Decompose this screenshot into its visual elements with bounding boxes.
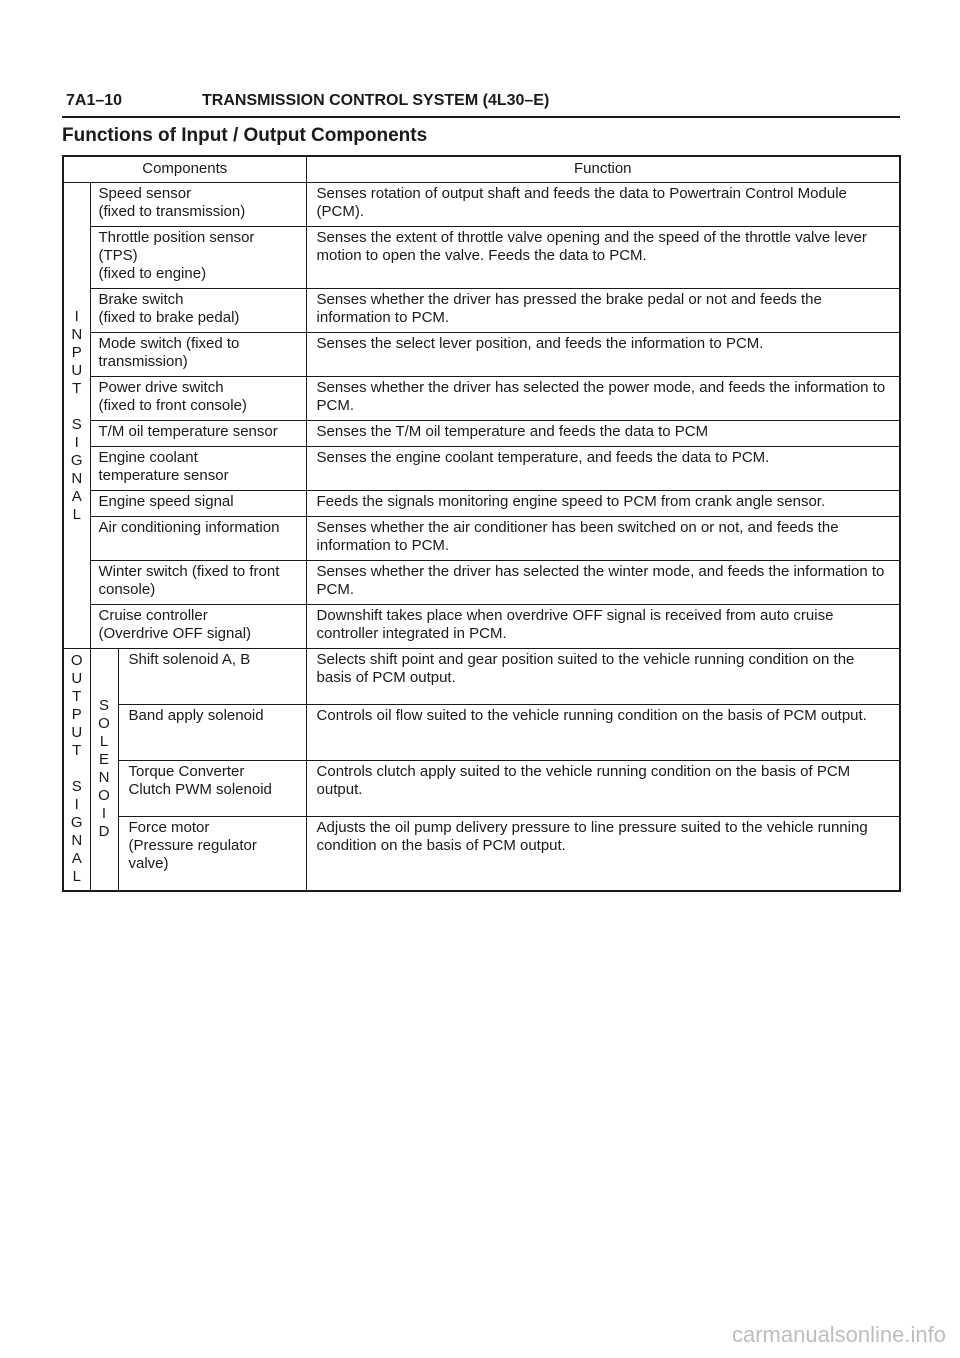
output-signal-letter: O — [70, 652, 83, 670]
table-header-row — [63, 156, 900, 183]
table-row — [63, 491, 900, 517]
table-row — [63, 227, 900, 289]
output-signal-letter: T — [72, 688, 82, 706]
input-signal-letter: N — [71, 325, 83, 343]
component-cell: Engine coolant temperature sensor — [90, 447, 306, 491]
table-row — [63, 377, 900, 421]
input-signal-letter: I — [74, 433, 79, 451]
component-cell: Throttle position sensor (TPS) (fixed to engine) — [90, 227, 306, 289]
solenoid-letter: E — [98, 751, 109, 769]
component-cell: Speed sensor (fixed to transmission) — [90, 183, 306, 227]
solenoid-letter: L — [99, 733, 109, 751]
table-row — [63, 517, 900, 561]
function-cell: Senses the select lever position, and feeds the information to PCM. — [306, 333, 900, 377]
input-signal-label — [63, 183, 90, 649]
component-cell: Force motor (Pressure regulator valve) — [118, 817, 306, 891]
page-number: 7A1–10 — [66, 92, 123, 109]
component-cell: Brake switch (fixed to brake pedal) — [90, 289, 306, 333]
function-cell: Downshift takes place when overdrive OFF signal is received from auto cruise controller integrated in PCM. — [306, 605, 900, 649]
component-cell: Torque Converter Clutch PWM solenoid — [118, 761, 306, 817]
page-header — [62, 92, 900, 118]
solenoid-letter: I — [101, 805, 107, 823]
function-cell: Senses the extent of throttle valve opening and the speed of the throttle valve lever motion to open the valve. Feeds the data to PCM. — [306, 227, 900, 289]
input-signal-letter: P — [71, 343, 82, 361]
table-row — [63, 761, 900, 817]
output-signal-letter: T — [72, 742, 82, 760]
solenoid-label — [90, 649, 118, 891]
output-signal-letter: N — [71, 832, 83, 850]
table-row — [63, 183, 900, 227]
output-signal-letter: U — [71, 670, 83, 688]
solenoid-letter: N — [98, 769, 110, 787]
table-body — [63, 183, 900, 891]
function-cell: Senses the engine coolant temperature, and feeds the data to PCM. — [306, 447, 900, 491]
component-cell: T/M oil temperature sensor — [90, 421, 306, 447]
section-title: TRANSMISSION CONTROL SYSTEM (4L30–E) — [202, 92, 550, 109]
function-cell: Selects shift point and gear position suited to the vehicle running condition on the basis of PCM output. — [306, 649, 900, 705]
input-signal-letter: I — [74, 307, 79, 325]
output-signal-label — [63, 649, 90, 891]
input-signal-letter: T — [72, 379, 82, 397]
table-row — [63, 421, 900, 447]
components-table — [62, 155, 901, 892]
function-cell: Senses rotation of output shaft and feeds the data to Powertrain Control Module (PCM). — [306, 183, 900, 227]
input-signal-letter: S — [71, 415, 82, 433]
component-cell: Cruise controller (Overdrive OFF signal) — [90, 605, 306, 649]
table-row — [63, 817, 900, 891]
watermark: carmanualsonline.info — [731, 1322, 946, 1347]
function-cell: Senses whether the air conditioner has been switched on or not, and feeds the information to PCM. — [306, 517, 900, 561]
output-signal-letter: L — [72, 868, 81, 886]
input-signal-letter: G — [70, 451, 83, 469]
solenoid-letter: O — [98, 715, 110, 733]
output-signal-letter: A — [71, 850, 82, 868]
component-cell: Winter switch (fixed to front console) — [90, 561, 306, 605]
output-signal-letter: G — [70, 814, 83, 832]
table-row — [63, 649, 900, 705]
page-title: Functions of Input / Output Components — [62, 125, 428, 146]
component-cell: Power drive switch (fixed to front console) — [90, 377, 306, 421]
output-signal-letter: I — [74, 796, 79, 814]
output-signal-letter — [64, 760, 90, 778]
function-cell: Controls clutch apply suited to the vehicle running condition on the basis of PCM output. — [306, 761, 900, 817]
function-cell: Feeds the signals monitoring engine speed to PCM from crank angle sensor. — [306, 491, 900, 517]
input-signal-letter: A — [71, 487, 82, 505]
input-signal-letter: L — [72, 505, 81, 523]
component-cell: Shift solenoid A, B — [118, 649, 306, 705]
function-cell: Senses the T/M oil temperature and feeds the data to PCM — [306, 421, 900, 447]
function-cell: Controls oil flow suited to the vehicle running condition on the basis of PCM output. — [306, 705, 900, 761]
function-cell: Senses whether the driver has selected the power mode, and feeds the information to PCM. — [306, 377, 900, 421]
function-cell: Senses whether the driver has selected the winter mode, and feeds the information to PCM. — [306, 561, 900, 605]
component-cell: Band apply solenoid — [118, 705, 306, 761]
table-row — [63, 289, 900, 333]
function-header: Function — [306, 156, 900, 183]
table-row — [63, 605, 900, 649]
component-cell: Engine speed signal — [90, 491, 306, 517]
components-header: Components — [63, 156, 306, 183]
function-cell: Senses whether the driver has pressed the brake pedal or not and feeds the information to PCM. — [306, 289, 900, 333]
table-row — [63, 447, 900, 491]
output-signal-letter: U — [71, 724, 83, 742]
solenoid-letter: S — [98, 697, 109, 715]
input-signal-letter — [64, 398, 90, 416]
component-cell: Mode switch (fixed to transmission) — [90, 333, 306, 377]
table-row — [63, 705, 900, 761]
table-row — [63, 333, 900, 377]
component-cell: Air conditioning information — [90, 517, 306, 561]
function-cell: Adjusts the oil pump delivery pressure to line pressure suited to the vehicle running condition on the basis of PCM output. — [306, 817, 900, 891]
output-signal-letter: S — [71, 778, 82, 796]
table-row — [63, 561, 900, 605]
input-signal-letter: U — [71, 361, 83, 379]
input-signal-letter: N — [71, 469, 83, 487]
solenoid-letter: O — [98, 787, 110, 805]
output-signal-letter: P — [71, 706, 82, 724]
solenoid-letter: D — [98, 823, 110, 841]
